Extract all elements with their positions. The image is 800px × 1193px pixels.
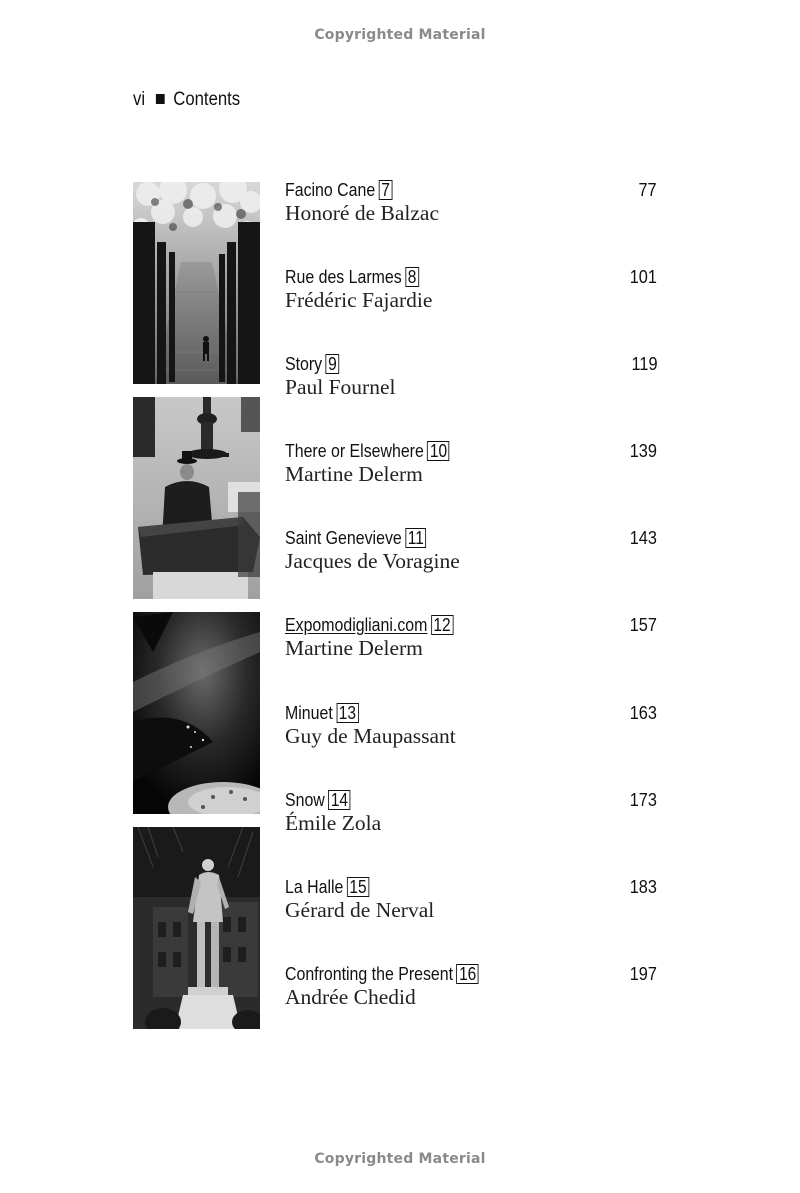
man-with-bowler-hat-photo: [133, 397, 260, 599]
page-number: 163: [629, 702, 657, 723]
story-title: Expomodigliani.com 12: [285, 614, 453, 636]
story-author: Martine Delerm: [285, 636, 423, 660]
story-title: Minuet 13: [285, 702, 359, 724]
story-title: There or Elsewhere 10: [285, 440, 450, 462]
running-head: [133, 89, 240, 111]
toc-entry: [285, 614, 657, 674]
toc-entry: [285, 963, 657, 1023]
chapter-number-box: 9: [326, 354, 340, 374]
toc-entry: [285, 527, 657, 587]
story-author: Gérard de Nerval: [285, 898, 435, 922]
chapter-number-box: 8: [405, 267, 419, 287]
toc-entry: [285, 876, 657, 936]
page-number: 119: [631, 353, 657, 374]
running-head-label: Contents: [173, 89, 241, 110]
chapter-number-box: 12: [431, 615, 453, 635]
statue-photo: [133, 827, 260, 1029]
dark-night-abstract-photo: [133, 612, 260, 814]
folio-number: vi: [133, 89, 146, 110]
chapter-number-box: 7: [379, 180, 393, 200]
toc-entry: [285, 266, 657, 326]
page-number: 77: [638, 179, 657, 200]
story-title: Story 9: [285, 353, 339, 375]
story-author: Guy de Maupassant: [285, 724, 456, 748]
page-number: 173: [629, 789, 657, 810]
story-title: Snow 14: [285, 789, 351, 811]
story-title: Saint Genevieve 11: [285, 527, 426, 549]
story-author: Honoré de Balzac: [285, 201, 440, 225]
chapter-number-box: 14: [328, 790, 350, 810]
toc-entry: [285, 353, 657, 413]
page-number: 143: [629, 527, 657, 548]
story-author: Frédéric Fajardie: [285, 288, 433, 312]
toc-entry: [285, 179, 657, 239]
page-number: 183: [629, 876, 657, 897]
tree-lined-staircase-photo: [133, 182, 260, 384]
toc-entry: [285, 789, 657, 849]
story-author: Émile Zola: [285, 811, 382, 835]
page-number: 157: [629, 614, 657, 635]
chapter-number-box: 11: [405, 528, 426, 548]
chapter-number-box: 16: [456, 964, 478, 984]
story-author: Andrée Chedid: [285, 985, 416, 1009]
page-number: 197: [629, 963, 657, 984]
story-title: Confronting the Present 16: [285, 963, 479, 985]
chapter-number-box: 10: [427, 441, 449, 461]
toc-entry: [285, 440, 657, 500]
page-number: 101: [629, 266, 657, 287]
story-title: La Halle 15: [285, 876, 369, 898]
copyright-watermark-top: Copyrighted Material: [314, 27, 486, 43]
chapter-number-box: 15: [347, 877, 369, 897]
story-title: Facino Cane 7: [285, 179, 392, 201]
story-author: Jacques de Voragine: [285, 549, 460, 573]
copyright-watermark-bottom: Copyrighted Material: [314, 1151, 486, 1167]
toc-entry: [285, 702, 657, 762]
chapter-number-box: 13: [336, 703, 358, 723]
story-title: Rue des Larmes 8: [285, 266, 419, 288]
square-bullet-icon: [156, 94, 165, 104]
story-author: Paul Fournel: [285, 375, 396, 399]
story-author: Martine Delerm: [285, 462, 423, 486]
page-number: 139: [629, 440, 657, 461]
